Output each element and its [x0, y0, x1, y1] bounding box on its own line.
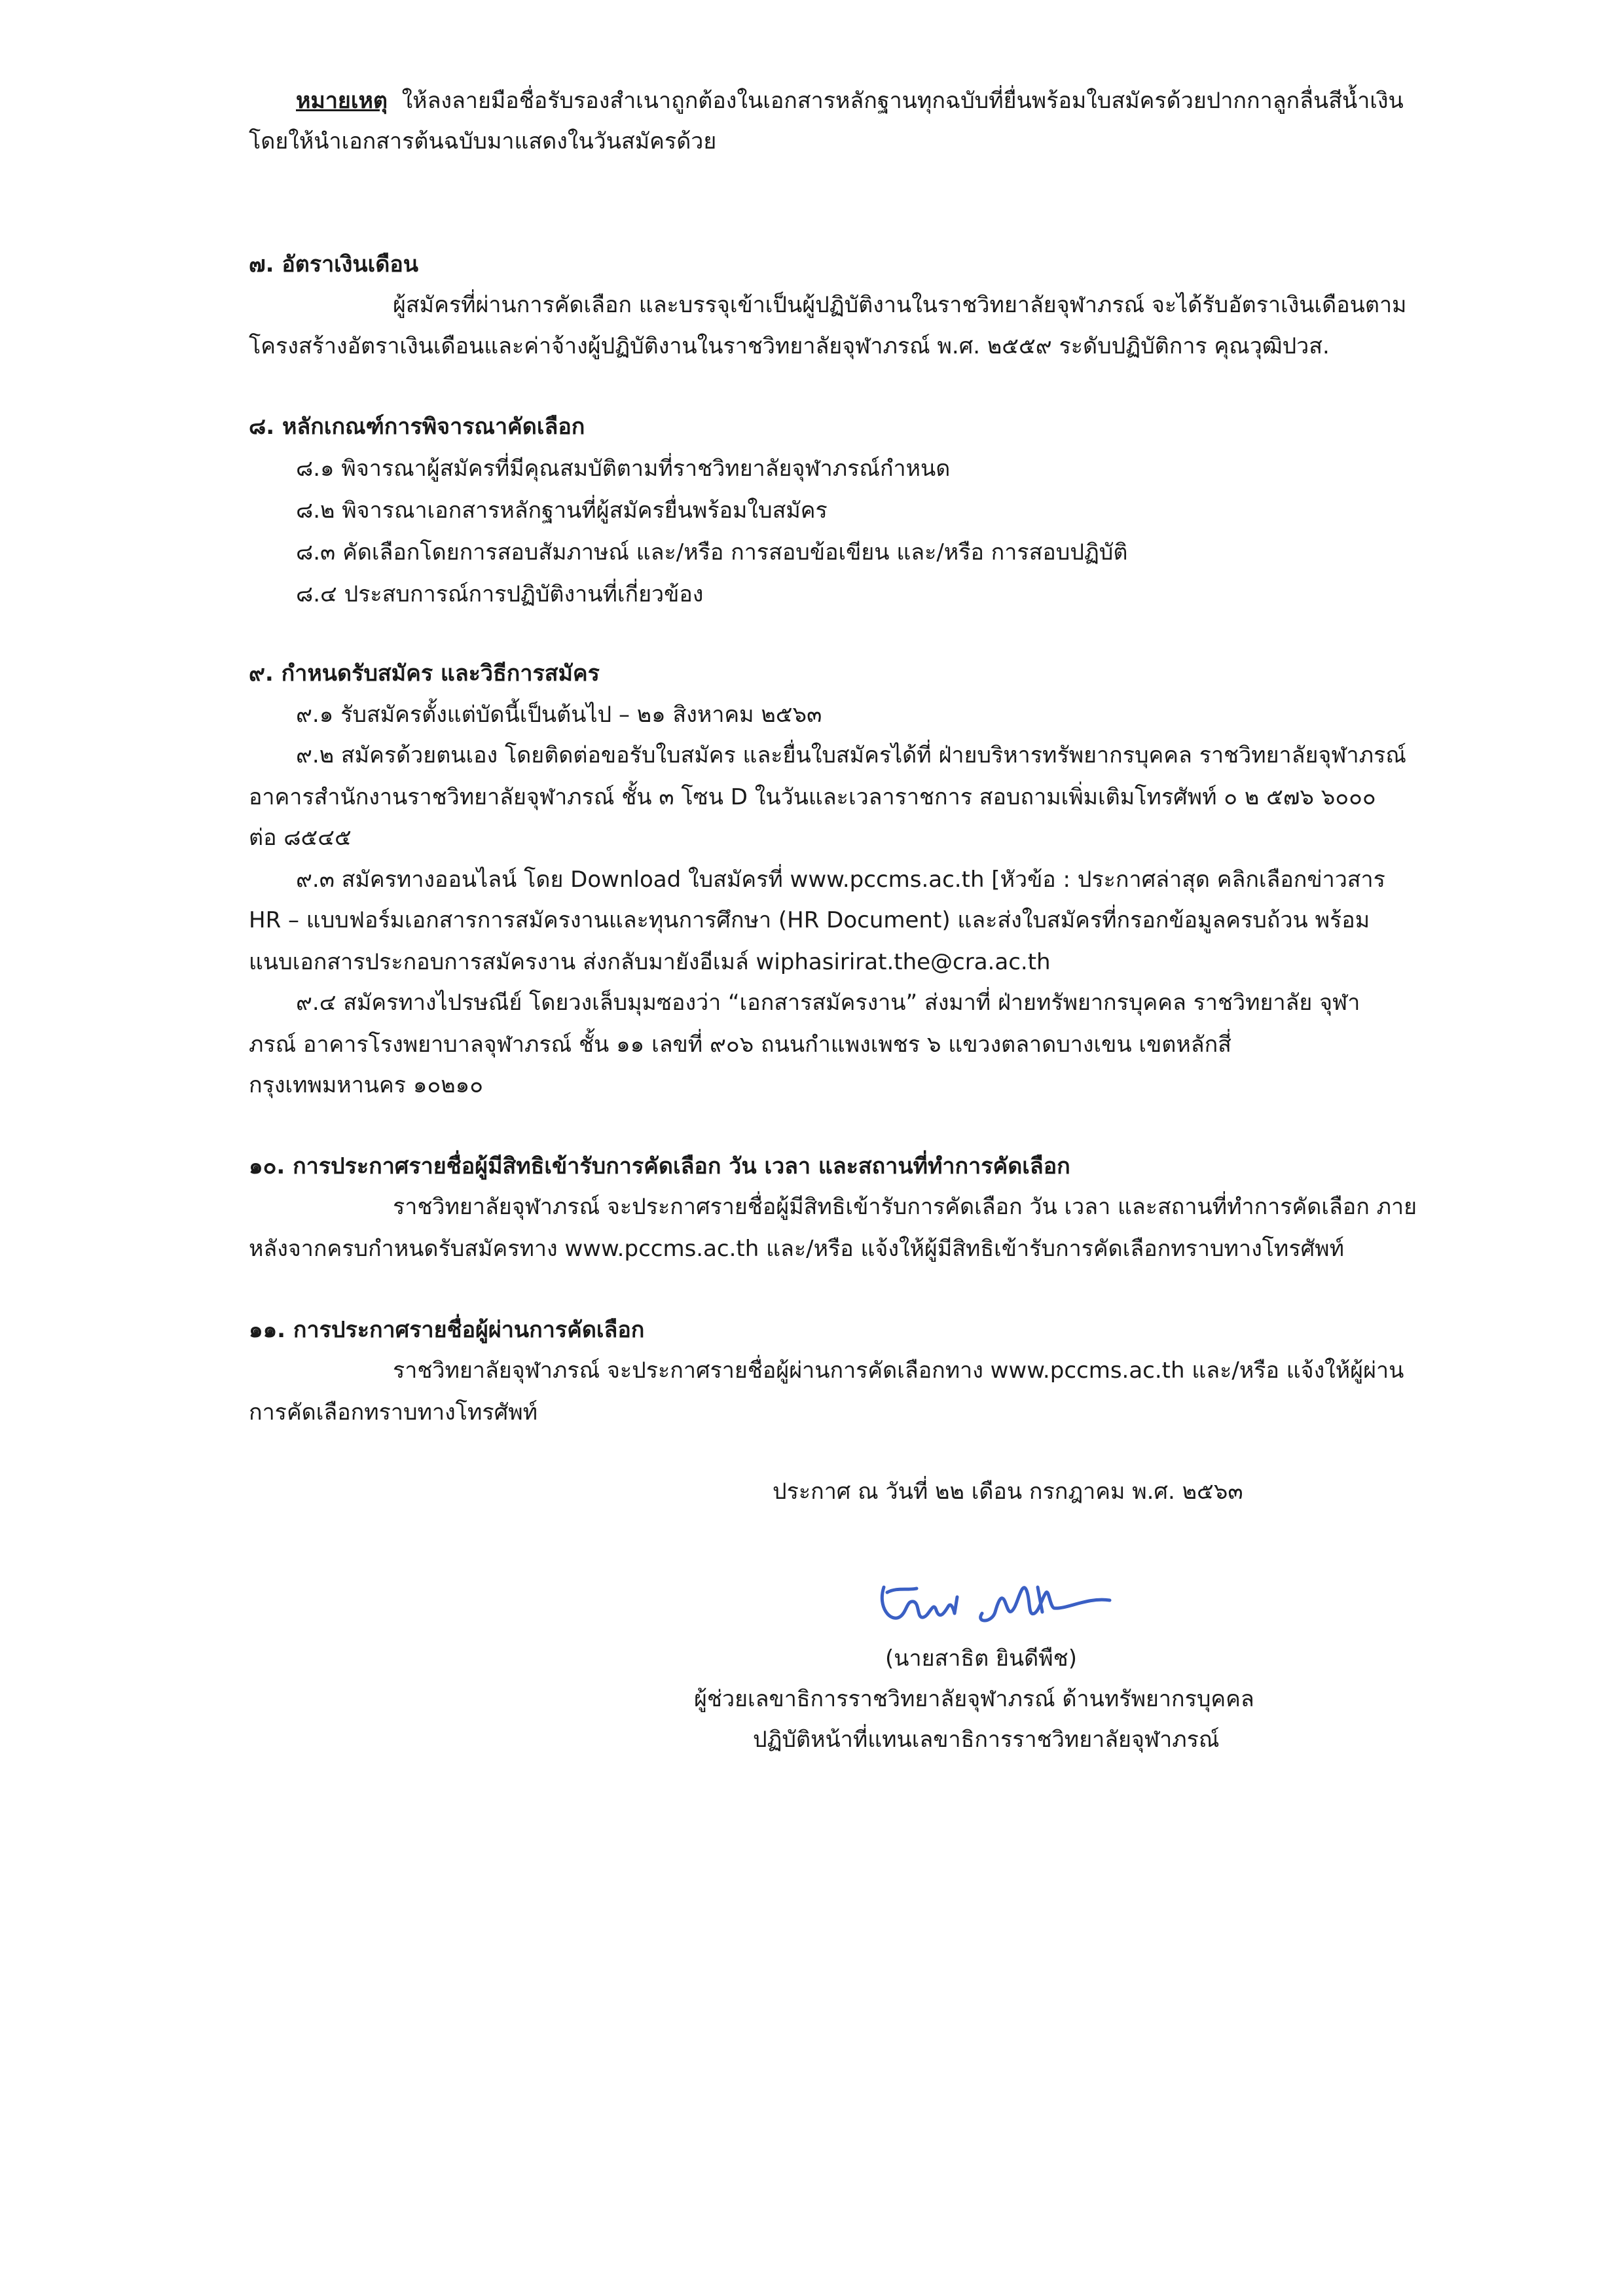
section-11-line-2: การคัดเลือกทราบทางโทรศัพท์: [249, 1399, 538, 1426]
signatory-position-1: ผู้ช่วยเลขาธิการราชวิทยาลัยจุฬาภรณ์ ด้านทรัพยากรบุคคล: [694, 1686, 1254, 1712]
section-10-line-1: ราชวิทยาลัยจุฬาภรณ์ จะประกาศรายชื่อผู้มีสิทธิเข้ารับการคัดเลือก วัน เวลา และสถานที่ทำการคัดเลือก ภาย: [393, 1194, 1417, 1220]
note-line-1: [296, 85, 1404, 117]
section-8-item-2: ๘.๒ พิจารณาเอกสารหลักฐานที่ผู้สมัครยื่นพร้อมใบสมัคร: [296, 497, 828, 524]
section-11-title: ๑๑. การประกาศรายชื่อผู้ผ่านการคัดเลือก: [249, 1317, 645, 1343]
section-9-item-3-line-2: HR – แบบฟอร์มเอกสารการสมัครงานและทุนการศึกษา (HR Document) และส่งใบสมัครที่กรอกข้อมูลครบถ้วน พร้อม: [249, 907, 1370, 933]
announcement-date: ประกาศ ณ วันที่ ๒๒ เดือน กรกฎาคม พ.ศ. ๒๕๖๓: [773, 1479, 1243, 1505]
section-9-item-3-line-3: แนบเอกสารประกอบการสมัครงาน ส่งกลับมายังอีเมล์ wiphasirirat.the@cra.ac.th: [249, 949, 1051, 975]
section-11-line-1: ราชวิทยาลัยจุฬาภรณ์ จะประกาศรายชื่อผู้ผ่านการคัดเลือกทาง www.pccms.ac.th และ/หรือ แจ้งให้ผู้ผ่าน: [393, 1357, 1404, 1384]
section-9-item-4-line-2: ภรณ์ อาคารโรงพยาบาลจุฬาภรณ์ ชั้น ๑๑ เลขที่ ๙๐๖ ถนนกำแพงเพชร ๖ แขวงตลาดบางเขน เขตหลักสี่: [249, 1031, 1231, 1058]
section-9-item-2-line-3: ต่อ ๘๕๔๕: [249, 825, 352, 851]
section-9-item-4-line-1: ๙.๔ สมัครทางไปรษณีย์ โดยวงเล็บมุมซองว่า “เอกสารสมัครงาน” ส่งมาที่ ฝ่ายทรัพยากรบุคคล ราชวิทยาลัย จุฬา: [296, 990, 1360, 1016]
section-9-title: ๙. กำหนดรับสมัคร และวิธีการสมัคร: [249, 660, 600, 687]
note-text-1: ให้ลงลายมือชื่อรับรองสำเนาถูกต้องในเอกสารหลักฐานทุกฉบับที่ยื่นพร้อมใบสมัครด้วยปากกาลูกลื่นสีน้ำเงิน: [401, 88, 1404, 114]
section-7-title: ๗. อัตราเงินเดือน: [249, 251, 419, 278]
section-9-item-4-line-3: กรุงเทพมหานคร ๑๐๒๑๐: [249, 1072, 483, 1098]
section-10-title: ๑๐. การประกาศรายชื่อผู้มีสิทธิเข้ารับการคัดเลือก วัน เวลา และสถานที่ทำการคัดเลือก: [249, 1153, 1070, 1179]
section-8-item-1: ๘.๑ พิจารณาผู้สมัครที่มีคุณสมบัติตามที่ราชวิทยาลัยจุฬาภรณ์กำหนด: [296, 456, 951, 482]
signatory-name: (นายสาธิต ยินดีพืช): [885, 1645, 1078, 1672]
note-label: หมายเหตุ: [296, 88, 388, 114]
section-10-line-2: หลังจากครบกำหนดรับสมัครทาง www.pccms.ac.th และ/หรือ แจ้งให้ผู้มีสิทธิเข้ารับการคัดเลือกทราบทางโทรศัพท์: [249, 1236, 1345, 1262]
section-8-item-3: ๘.๓ คัดเลือกโดยการสอบสัมภาษณ์ และ/หรือ การสอบข้อเขียน และ/หรือ การสอบปฏิบัติ: [296, 539, 1128, 565]
section-9-item-3-line-1: ๙.๓ สมัครทางออนไลน์ โดย Download ใบสมัครที่ www.pccms.ac.th [หัวข้อ : ประกาศล่าสุด คลิกเลือกข่าวสาร: [296, 867, 1385, 893]
signature-image: [871, 1561, 1120, 1640]
section-8-item-4: ๘.๔ ประสบการณ์การปฏิบัติงานที่เกี่ยวข้อง: [296, 581, 704, 607]
signatory-position-2: ปฏิบัติหน้าที่แทนเลขาธิการราชวิทยาลัยจุฬาภรณ์: [753, 1727, 1220, 1753]
section-9-item-2-line-1: ๙.๒ สมัครด้วยตนเอง โดยติดต่อขอรับใบสมัคร และยื่นใบสมัครได้ที่ ฝ่ายบริหารทรัพยากรบุคคล ราชวิทยาลัยจุฬาภรณ์: [296, 742, 1406, 768]
section-9-item-2-line-2: อาคารสำนักงานราชวิทยาลัยจุฬาภรณ์ ชั้น ๓ โซน D ในวันและเวลาราชการ สอบถามเพิ่มเติมโทรศัพท์ ๐ ๒ ๕๗๖ ๖๐๐๐: [249, 784, 1376, 810]
section-8-title: ๘. หลักเกณฑ์การพิจารณาคัดเลือก: [249, 414, 585, 440]
section-9-item-1: ๙.๑ รับสมัครตั้งแต่บัดนี้เป็นต้นไป – ๒๑ สิงหาคม ๒๕๖๓: [296, 702, 822, 728]
section-7-line-1: ผู้สมัครที่ผ่านการคัดเลือก และบรรจุเข้าเป็นผู้ปฏิบัติงานในราชวิทยาลัยจุฬาภรณ์ จะได้รับอัตราเงินเดือนตาม: [393, 292, 1407, 318]
note-line-2: โดยให้นำเอกสารต้นฉบับมาแสดงในวันสมัครด้วย: [249, 128, 717, 154]
section-7-line-2: โครงสร้างอัตราเงินเดือนและค่าจ้างผู้ปฏิบัติงานในราชวิทยาลัยจุฬาภรณ์ พ.ศ. ๒๕๕๙ ระดับปฏิบัติการ คุณวุฒิปวส.: [249, 333, 1330, 359]
